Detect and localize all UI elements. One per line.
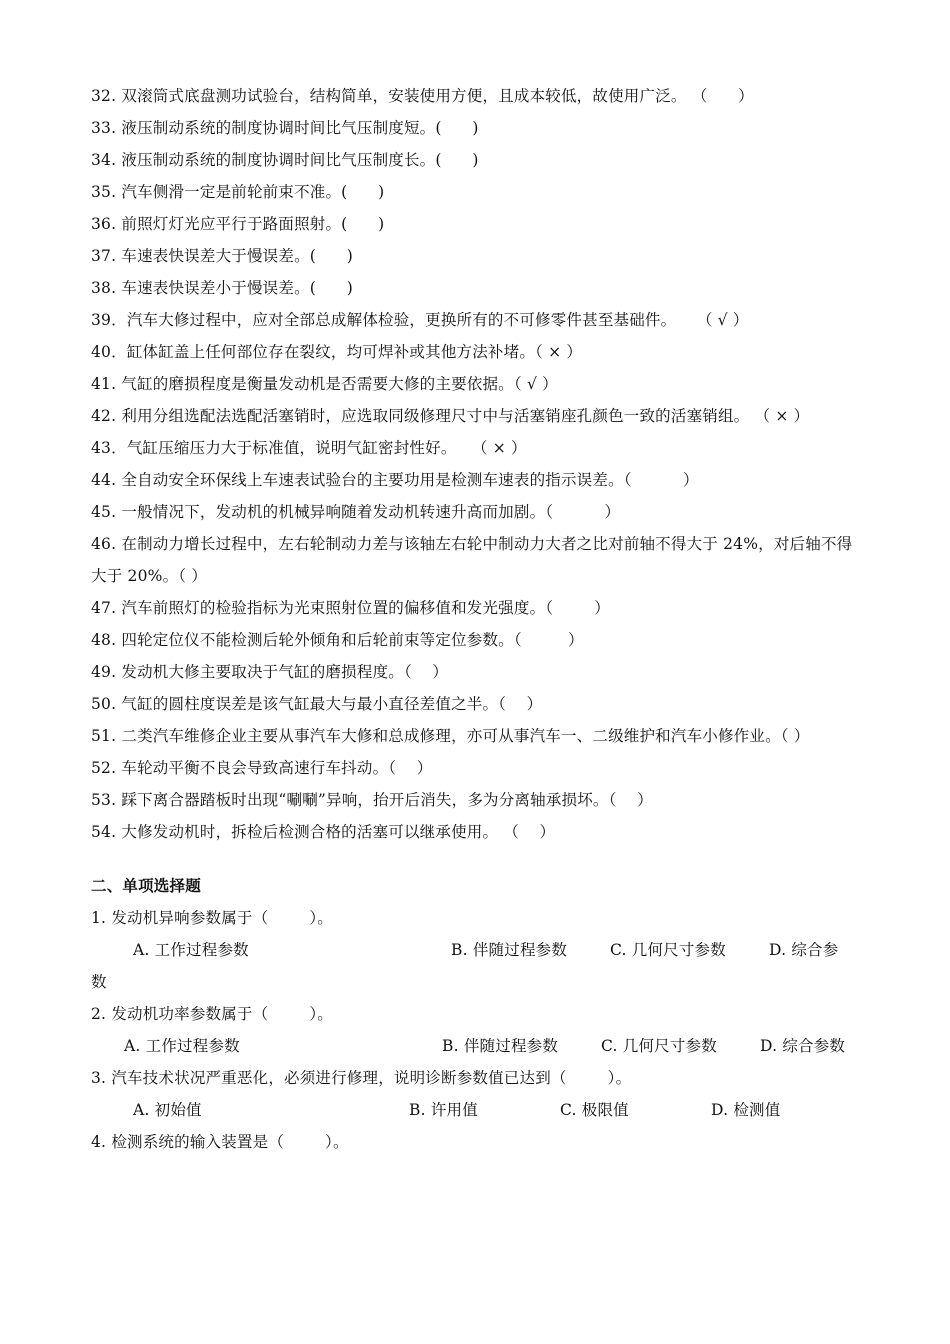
question-32: 32. 双滚筒式底盘测功试验台，结构简单，安装使用方便，且成本较低，故使用广泛。 （ ） bbox=[91, 87, 754, 105]
question-54: 54. 大修发动机时，拆检后检测合格的活塞可以继承使用。 （ ） bbox=[91, 823, 556, 841]
question-47: 47. 汽车前照灯的检验指标为光束照射位置的偏移值和发光强度。（ ） bbox=[91, 599, 610, 617]
question-37: 37. 车速表快误差大于慢误差。( ) bbox=[91, 247, 354, 265]
question-35: 35. 汽车侧滑一定是前轮前束不准。( ) bbox=[91, 183, 385, 201]
question-39: 39．汽车大修过程中，应对全部总成解体检验，更换所有的不可修零件甚至基础件。 （ √ ） bbox=[91, 311, 749, 329]
choice-2-option-d: D. 综合参数 bbox=[760, 1037, 846, 1055]
choice-1-option-c: C. 几何尺寸参数 bbox=[610, 941, 726, 959]
choice-4-stem: 4. 检测系统的输入装置是（ ）。 bbox=[91, 1133, 349, 1151]
question-48: 48. 四轮定位仪不能检测后轮外倾角和后轮前束等定位参数。（ ） bbox=[91, 631, 584, 649]
choice-1-option-d: D. 综合参 bbox=[769, 941, 839, 959]
choice-1-option-a: A. 工作过程参数 bbox=[133, 941, 249, 959]
choice-2-stem: 2. 发动机功率参数属于（ ）。 bbox=[91, 1005, 333, 1023]
choice-2-option-c: C. 几何尺寸参数 bbox=[601, 1037, 717, 1055]
choice-3-option-c: C. 极限值 bbox=[560, 1101, 629, 1119]
question-38: 38. 车速表快误差小于慢误差。( ) bbox=[91, 279, 354, 297]
question-40: 40．缸体缸盖上任何部位存在裂纹，均可焊补或其他方法补堵。（ × ） bbox=[91, 343, 583, 361]
choice-3-option-b: B. 许用值 bbox=[409, 1101, 478, 1119]
choice-1-stem: 1. 发动机异响参数属于（ ）。 bbox=[91, 909, 333, 927]
question-51: 51. 二类汽车维修企业主要从事汽车大修和总成修理，亦可从事汽车一、二级维护和汽车小修作业。（ ） bbox=[91, 727, 810, 745]
choice-1-option-d-tail: 数 bbox=[91, 973, 107, 991]
question-41: 41. 气缸的磨损程度是衡量发动机是否需要大修的主要依据。（ √ ） bbox=[91, 375, 558, 393]
choice-1-options bbox=[91, 934, 863, 966]
choice-2-option-a: A. 工作过程参数 bbox=[124, 1037, 240, 1055]
question-43: 43．气缸压缩压力大于标准值，说明气缸密封性好。 （ × ） bbox=[91, 439, 527, 457]
choice-3-option-a: A. 初始值 bbox=[133, 1101, 202, 1119]
question-33: 33. 液压制动系统的制度协调时间比气压制度短。( ) bbox=[91, 119, 479, 137]
choice-2-option-b: B. 伴随过程参数 bbox=[442, 1037, 559, 1055]
choice-2-options bbox=[91, 1030, 863, 1062]
question-45: 45. 一般情况下，发动机的机械异响随着发动机转速升高而加剧。（ ） bbox=[91, 503, 621, 521]
question-53: 53. 踩下离合器踏板时出现“唰唰”异响，抬开后消失，多为分离轴承损坏。（ ） bbox=[91, 791, 653, 809]
document-page bbox=[91, 80, 863, 1158]
choice-3-option-d: D. 检测值 bbox=[711, 1101, 781, 1119]
section-title: 二、单项选择题 bbox=[91, 876, 201, 895]
question-49: 49. 发动机大修主要取决于气缸的磨损程度。（ ） bbox=[91, 663, 449, 681]
question-44: 44. 全自动安全环保线上车速表试验台的主要功用是检测车速表的指示误差。（ ） bbox=[91, 471, 699, 489]
question-52: 52. 车轮动平衡不良会导致高速行车抖动。（ ） bbox=[91, 759, 433, 777]
question-34: 34. 液压制动系统的制度协调时间比气压制度长。( ) bbox=[91, 151, 479, 169]
section-gap bbox=[91, 848, 863, 870]
question-42: 42. 利用分组选配法选配活塞销时，应选取同级修理尺寸中与活塞销座孔颜色一致的活塞销组。 （ × ） bbox=[91, 407, 810, 425]
choice-3-stem: 3. 汽车技术状况严重恶化，必须进行修理，说明诊断参数值已达到（ ）。 bbox=[91, 1069, 632, 1087]
choice-3-options bbox=[91, 1094, 863, 1126]
question-46: 46. 在制动力增长过程中，左右轮制动力差与该轴左右轮中制动力大者之比对前轴不得大于 24%，对后轴不得大于 20%。（ ） bbox=[91, 535, 853, 585]
question-36: 36. 前照灯灯光应平行于路面照射。( ) bbox=[91, 215, 385, 233]
choice-1-option-b: B. 伴随过程参数 bbox=[451, 941, 568, 959]
question-50: 50. 气缸的圆柱度误差是该气缸最大与最小直径差值之半。（ ） bbox=[91, 695, 543, 713]
